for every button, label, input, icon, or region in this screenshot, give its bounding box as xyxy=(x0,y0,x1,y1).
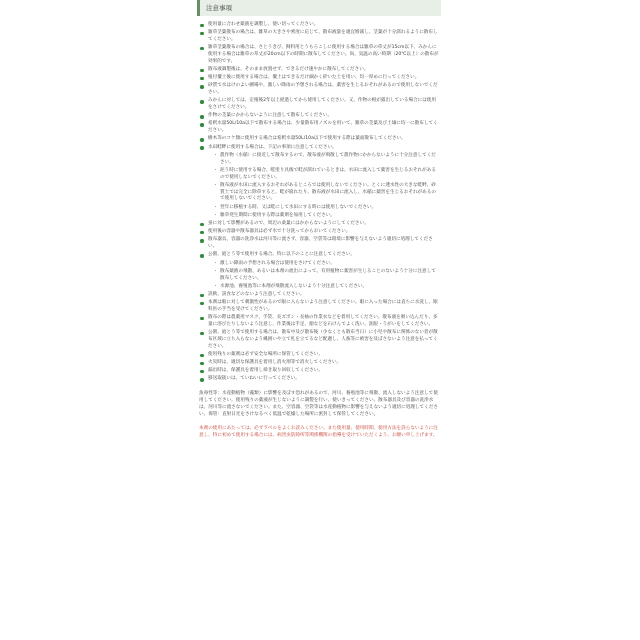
bullet-icon xyxy=(200,146,204,150)
sub-bullet-icon: ・ xyxy=(213,167,218,173)
list-item xyxy=(199,330,439,350)
list-item xyxy=(199,315,439,329)
list-item xyxy=(199,113,439,120)
list-item-text: 使用残りの薬剤は必ず安全な場所に保管してください。 xyxy=(208,351,323,357)
list-item xyxy=(199,221,439,228)
toxicity-paragraph: 魚毒性等：水産動植物（藻類）に影響を及ぼす恐れがあるので、河川、養殖池等に飛散、流入しないよう注意して使用してください。使用残りの薬液が生じないように調製を行い、使いきってください。散布器具及び容器の洗浄水は、河川等に流さないでください。また、空容器、空袋等は水産動植物に影響を与えないよう適切に処理してください。保管：直射日光をさけなるべく低温で乾燥した場所に密封して保管してください。 xyxy=(199,391,438,417)
bullet-icon xyxy=(200,239,204,243)
list-item-text: 公園、庭とう等で使用する場合、特に以下のことに注意してください。 xyxy=(208,252,356,258)
sub-list-item-text: 泥う時に使用する場合、畦塗り具後で畦が濡れているときは、水田に流入して薬害を生じるおそれがあるので使用しないでください。 xyxy=(220,167,436,180)
list-item-text: 散布の際は農薬用マスク、手袋、長ズボン・長袖の作業衣などを着用してください。散布液を吸い込んだり、多量に浴びたりしないよう注意し、作業後は手足、顔などを石けんでよく洗い、洗眼・うがいをしてください。 xyxy=(208,315,438,327)
sub-list-item xyxy=(199,205,439,212)
sub-list-item xyxy=(199,153,439,167)
list-item-text: 火災時は、適切な保護具を着用し消火剤等で消火してください。 xyxy=(208,360,342,365)
sub-bullet-icon: ・ xyxy=(213,268,218,274)
precautions-panel xyxy=(197,0,441,640)
list-item xyxy=(199,136,439,143)
sub-list-item-text: 激しい降雨の予想される場合は使用をさけてください。 xyxy=(220,260,335,266)
list-item xyxy=(199,145,439,152)
bullet-icon xyxy=(200,85,204,89)
list-item-text: 散布器具、容器の洗浄水は河川等に流さず、容器、空袋等は環境に影響を与えないよう適切に処理してください。 xyxy=(208,237,433,250)
list-item xyxy=(199,45,439,65)
list-item-text: みかんに対しては、定植後2年以上経過してから使用してください。又、作物の根が露出している場合には使用をさけてください。 xyxy=(208,98,437,111)
list-item-text: 砂質で水はけのよい圃場や、激しい降雨の予想される場合は、薬害を生じるおそれがあるので使用しないでください。 xyxy=(208,83,438,96)
list-item xyxy=(199,292,439,299)
sub-list-item xyxy=(199,261,439,268)
list-item-text: 本剤は眼に対して刺激性があるので眼に入らないよう注意してください。眼に入った場合には直ちに水洗し、眼科医の手当を受けてください。 xyxy=(208,300,438,312)
sub-bullet-icon: ・ xyxy=(213,283,218,289)
bullet-icon xyxy=(200,47,204,51)
sub-bullet-icon: ・ xyxy=(213,182,218,188)
sub-list-item-text: 散布液が水田に流入するおそれがあるところでは使用しないでください。とくに透水性の大きな畦畔、砂質土では完全に除草すると、畦が崩れたり、散布液が水田に流入し、水稲に薬害を生じるおそれがあるので使用しないでください。 xyxy=(220,182,436,202)
section-header: 注意事項 xyxy=(197,0,441,16)
list-item-text: 散布液調製後は、そのまま放置せず、できるだけ速やかに散布してください。 xyxy=(208,66,369,72)
list-item-text: 水田畦畔に使用する場合は、下記の事項に注意してください。 xyxy=(208,144,337,150)
list-item xyxy=(199,75,439,82)
sub-list-item xyxy=(199,168,439,182)
sub-list-item xyxy=(199,213,439,220)
list-item xyxy=(199,237,439,251)
bullet-icon xyxy=(200,100,204,104)
list-item-text: 使用後の容器や散布器具は必ず水で十分洗ってからおいてください。 xyxy=(208,229,351,235)
sub-list-item xyxy=(199,284,439,291)
list-item xyxy=(199,22,439,29)
list-item xyxy=(199,229,439,236)
sub-list-item-text: 散布薬液の飛散、あるいは本剤の流出によって、有用植物に薬害が生じることのないよう十分に注意して散布してください。 xyxy=(220,268,436,281)
bullet-icon xyxy=(200,24,204,28)
sub-bullet-icon: ・ xyxy=(213,204,218,210)
sub-list-item-text: 農作物（水稲）に接近して散布するので、散布液が飛散して農作物にかからないように十分注意してください。 xyxy=(220,152,436,165)
sub-list-item xyxy=(199,269,439,283)
list-item xyxy=(199,360,439,367)
list-item-text: 植付覆土後に使用する場合は、覆土はできるだけ細かく砕いた土を用い、均一厚めに行ってください。 xyxy=(208,75,420,81)
precautions-list xyxy=(197,16,441,383)
bullet-icon xyxy=(200,115,204,119)
list-item-text: 使用量に合わせ薬液を調製し、使い切ってください。 xyxy=(208,22,319,27)
bullet-icon xyxy=(200,69,204,73)
list-item xyxy=(199,98,439,112)
list-item-text: 希釈水量50L/10a以下で散布する場合は、少量散布用ノズルを用いて、雑草の茎葉及び土壌に均一に散布してください。 xyxy=(208,121,438,134)
bullet-icon xyxy=(200,77,204,81)
list-item xyxy=(199,67,439,74)
list-item-text: 樹木等のコケ類に使用する場合は希釈水量50L/10a以下で使用する際は葉面散布してください。 xyxy=(208,136,406,142)
list-item xyxy=(199,300,439,314)
list-item-text: 蚕に対して影響があるので、周辺の桑葉にはかからないようにしてください。 xyxy=(208,220,369,226)
bullet-icon xyxy=(200,317,204,321)
sub-list-item xyxy=(199,183,439,203)
bullet-icon xyxy=(200,254,204,258)
bullet-icon xyxy=(200,354,204,358)
list-item xyxy=(199,83,439,97)
list-item-text: 誤飲、誤食などのないよう注意してください。 xyxy=(208,291,305,297)
bullet-icon xyxy=(200,223,204,227)
bullet-icon xyxy=(200,138,204,142)
sub-list-item-text: 水源池、養殖池等に本剤が飛散流入しないよう十分注意してください。 xyxy=(220,283,368,289)
bullet-icon xyxy=(200,302,204,306)
bullet-icon xyxy=(200,231,204,235)
bullet-icon xyxy=(200,332,204,336)
list-item xyxy=(199,376,439,383)
list-item xyxy=(199,30,439,44)
sub-list-item-text: 雑草発生期間に使用する際は薬剤を加用してください。 xyxy=(220,212,335,218)
list-item xyxy=(199,368,439,375)
sub-bullet-icon: ・ xyxy=(213,152,218,158)
bullet-icon xyxy=(200,378,204,382)
list-item-text: 公園、庭とう等で使用する場合は、散布中及び散布後（少なくとも散布当日）に小児や散布に関係のない者が散布区域に立ち入らないよう縄囲いや立て札を立てるなど配慮し、人畜等に被害を及ぼさないよう注意を払ってください。 xyxy=(208,330,438,349)
list-item xyxy=(199,121,439,135)
list-item-text: 漏出時は、保護具を着用し掃き取り回収してください。 xyxy=(208,368,323,374)
bullet-icon xyxy=(200,123,204,127)
sub-list-item-text: 翌年に移植する時、又は畦にして水田にする時には使用しないでください。 xyxy=(220,204,377,210)
bullet-icon xyxy=(200,362,204,366)
bullet-icon xyxy=(200,294,204,298)
list-item xyxy=(199,352,439,359)
bullet-icon xyxy=(200,32,204,36)
list-item-text: 作物の茎葉にかからないように注意して散布してください。 xyxy=(208,113,333,119)
list-item-text: 雑草茎葉散布の場合は、さとうきび、飼料用とうもろこしに使用する場合は雑草の草丈が15cm以下、みかんに使用する場合は雑草の草丈が20cm以下の時期に散布してください。尚、気温の高い時期（20℃以上）の散布が効果的です。 xyxy=(208,45,439,64)
list-item xyxy=(199,252,439,259)
sub-bullet-icon: ・ xyxy=(213,260,218,266)
usage-note: 本剤の使用にあたっては、必ずラベルをよくお読みください。また使用量、使用時期、使用方法を誤らないように注意し、特に初めて使用する場合には、病害虫防除所等関係機関の指導を受けていただくよう、お願い申し上げます。 xyxy=(199,426,438,439)
list-item-text: 雑草茎葉散布の場合は、雑草の大きさや密度に応じて、散布液量を適宜増減し、茎葉が十分濡れるように散布してください。 xyxy=(208,30,438,42)
list-item-text: 移送取扱いは、ていねいに行ってください。 xyxy=(208,376,300,382)
bullet-icon xyxy=(200,370,204,374)
sub-bullet-icon: ・ xyxy=(213,212,218,218)
